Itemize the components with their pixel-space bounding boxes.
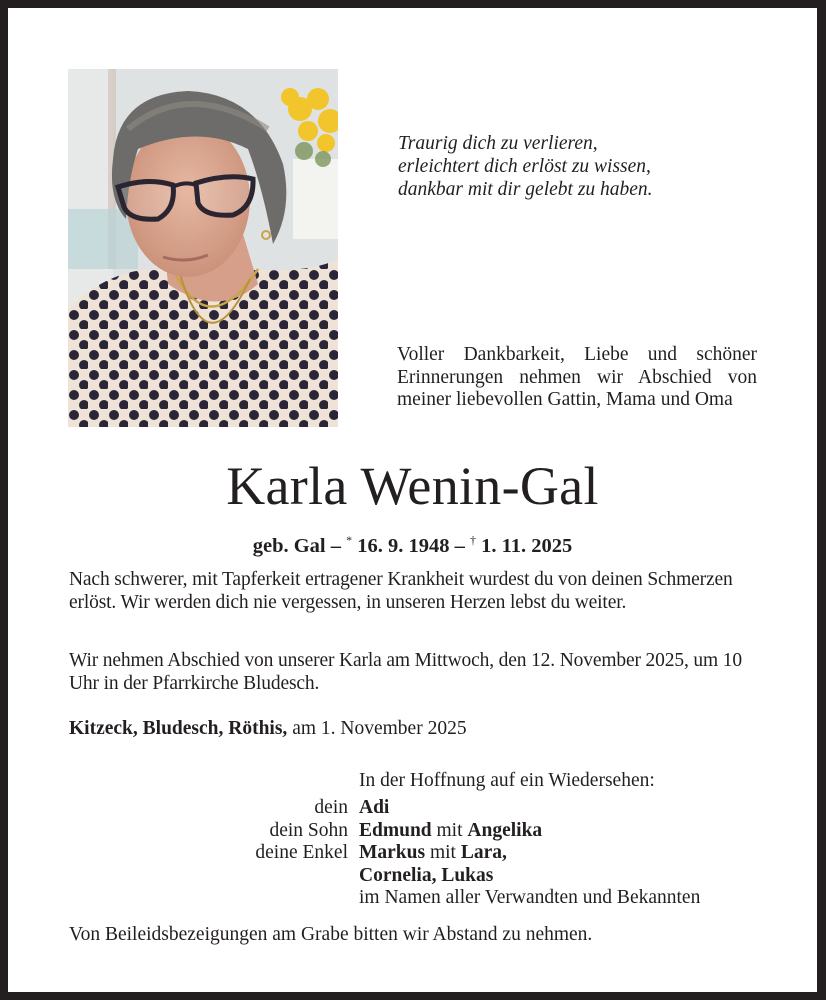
portrait-image-icon bbox=[68, 69, 338, 427]
motto-line-3: dankbar mit dir gelebt zu haben. bbox=[398, 179, 653, 200]
relation-label: dein bbox=[314, 797, 348, 818]
portrait-photo bbox=[68, 69, 338, 427]
mourner-row-footer bbox=[8, 887, 817, 910]
mourner-name: Angelika bbox=[467, 819, 543, 841]
birth-date: 16. 9. 1948 bbox=[352, 535, 450, 557]
mourner-name: Cornelia, Lukas bbox=[359, 864, 494, 886]
mourner-name: Edmund bbox=[359, 819, 432, 841]
separator: – bbox=[449, 535, 471, 557]
closing-note: Von Beileidsbezeigungen am Grabe bitten wir Abstand zu nehmen. bbox=[69, 924, 593, 945]
deceased-name: Karla Wenin-Gal bbox=[226, 456, 599, 516]
obituary-notice bbox=[8, 8, 817, 992]
intro-text: Voller Dankbarkeit, Liebe und schöner Erinnerungen nehmen wir Abschied von meiner liebevollen Gattin, Mama und Oma bbox=[397, 344, 757, 410]
mourner-row bbox=[8, 865, 817, 888]
hope-line: In der Hoffnung auf ein Wiedersehen: bbox=[359, 770, 655, 791]
notice-date: am 1. November 2025 bbox=[287, 718, 467, 739]
mourners-list bbox=[8, 797, 817, 910]
connector: mit bbox=[431, 819, 468, 841]
connector: mit bbox=[425, 842, 461, 863]
body-paragraph-1: Nach schwerer, mit Tapferkeit ertragener Krankheit wurdest du von deinen Schmerzen erlöst. Wir werden dich nie vergessen, in unseren Herzen lebst du weiter. bbox=[69, 569, 733, 613]
relation-label: deine Enkel bbox=[255, 842, 348, 863]
mourner-name: Lara, bbox=[460, 842, 507, 863]
death-date: 1. 11. 2025 bbox=[476, 535, 573, 557]
mourner-row bbox=[8, 842, 817, 865]
mourner-name: Markus bbox=[359, 842, 426, 863]
mourner-name: Adi bbox=[359, 797, 390, 818]
mourners-footer: im Namen aller Verwandten und Bekannten bbox=[359, 887, 701, 908]
life-dates bbox=[8, 528, 817, 558]
maiden-name: geb. Gal bbox=[252, 535, 326, 557]
places: Kitzeck, Bludesch, Röthis, bbox=[69, 718, 288, 739]
relation-label: dein Sohn bbox=[269, 819, 348, 841]
motto-line-1: Traurig dich zu verlieren, bbox=[398, 133, 598, 154]
mourner-row bbox=[8, 797, 817, 820]
death-cross-icon: † bbox=[470, 533, 477, 547]
birth-star-icon: * bbox=[346, 533, 353, 547]
place-and-date bbox=[69, 718, 467, 741]
mourner-row bbox=[8, 820, 817, 843]
motto-line-2: erleichtert dich erlöst zu wissen, bbox=[398, 156, 651, 177]
body-paragraph-2: Wir nehmen Abschied von unserer Karla am Mittwoch, den 12. November 2025, um 10 Uhr in der Pfarrkirche Bludesch. bbox=[69, 650, 742, 694]
motto-verse bbox=[398, 132, 798, 201]
separator: – bbox=[325, 535, 347, 557]
